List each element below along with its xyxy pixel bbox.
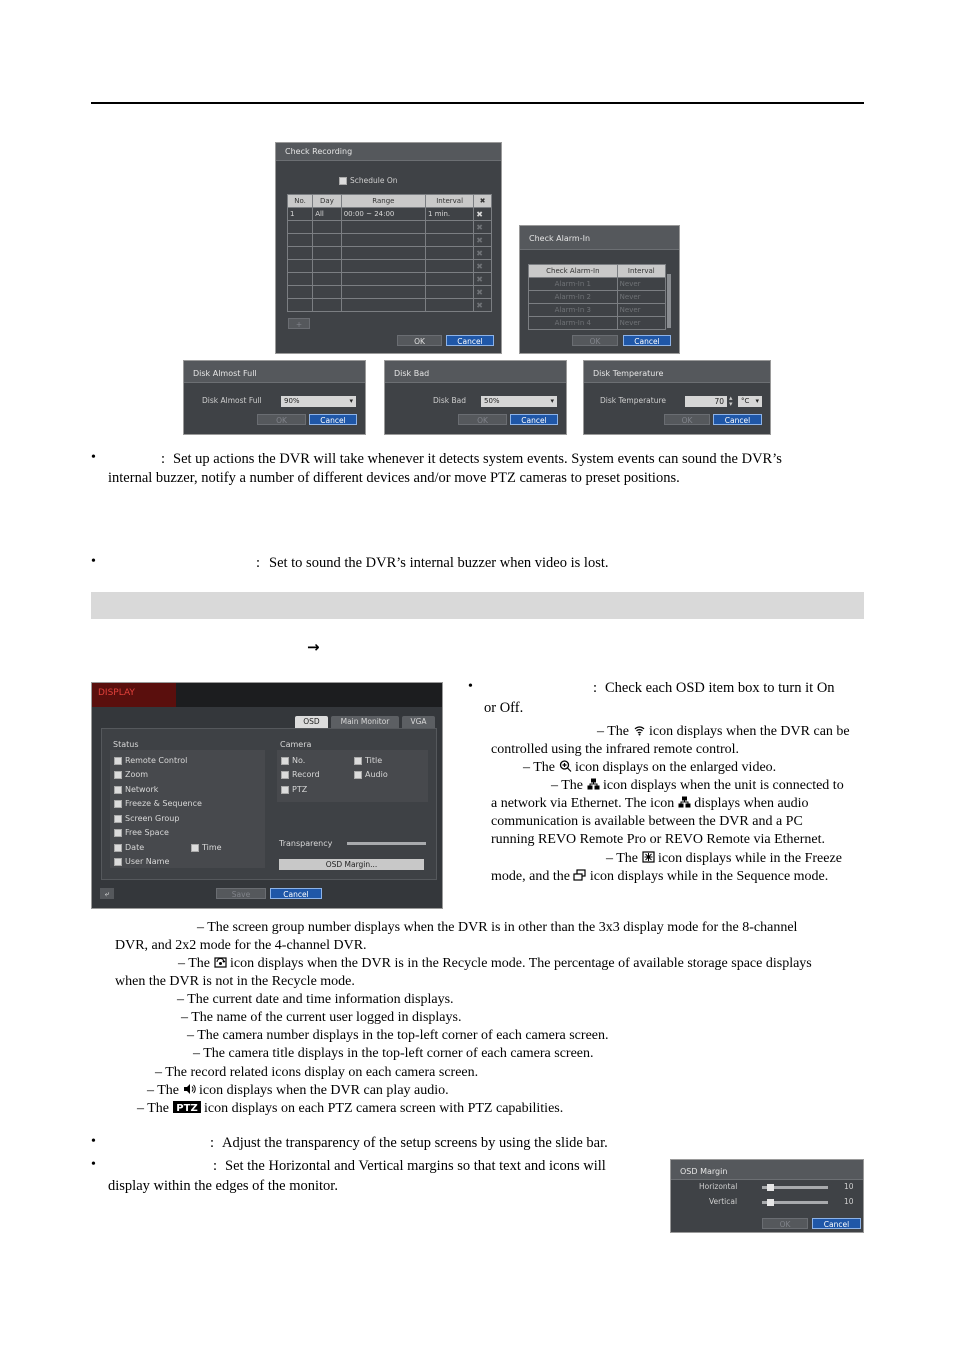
table-header: Check Alarm-In Interval: [529, 265, 666, 278]
check-alarm-in-dialog: [519, 225, 680, 354]
alarm-table: [528, 264, 666, 330]
camera-audio-checkbox[interactable]: Audio: [354, 770, 388, 779]
free-space-desc: – The icon displays when the DVR is in the Recycle mode. The percentage of available storage space displays: [178, 956, 812, 971]
table-row: Alarm-In 1 Never: [529, 278, 666, 291]
network-desc: – The icon displays when the unit is connected to: [551, 778, 844, 793]
network-checkbox[interactable]: Network: [114, 785, 158, 794]
zoom-checkbox[interactable]: Zoom: [114, 770, 148, 779]
table-row: [288, 273, 492, 286]
osd-margin-desc: Set the Horizontal and Vertical margins so that text and icons will: [225, 1158, 606, 1174]
event-actions-text-2: internal buzzer, notify a number of different devices and/or move PTZ cameras to preset positions.: [108, 470, 680, 486]
freeze-desc: – The icon displays while in the Freeze: [606, 851, 842, 866]
dialog-title: Disk Temperature: [584, 361, 770, 383]
table-row: [288, 260, 492, 273]
date-checkbox[interactable]: Date: [114, 843, 144, 852]
status-group-label: Status: [113, 740, 139, 749]
cancel-button[interactable]: Cancel: [510, 414, 558, 425]
col-day: Day: [313, 195, 342, 208]
osd-margin-button[interactable]: OSD Margin...: [279, 859, 424, 870]
ok-button: OK: [458, 414, 507, 425]
screen-group-checkbox[interactable]: Screen Group: [114, 814, 179, 823]
date-desc: – The current date and time information displays.: [177, 992, 454, 1007]
horizontal-label: Horizontal: [699, 1182, 738, 1191]
ptz-icon: [173, 1101, 201, 1113]
col-range: Range: [341, 195, 425, 208]
transparency-slider[interactable]: [347, 842, 426, 845]
dialog-title: OSD Margin: [671, 1160, 863, 1180]
ptz-desc: – The PTZ icon displays on each PTZ camera screen with PTZ capabilities.: [137, 1101, 564, 1116]
percent-select[interactable]: 90% ▾: [281, 396, 356, 407]
dialog-title: Disk Almost Full: [184, 361, 365, 383]
tab-main-monitor[interactable]: Main Monitor: [331, 716, 399, 728]
vertical-thumb[interactable]: [767, 1199, 774, 1206]
ok-button: OK: [257, 414, 306, 425]
osd-desc-2: or Off.: [484, 700, 524, 716]
record-desc: – The record related icons display on each camera screen.: [155, 1065, 479, 1080]
header-rule: [91, 102, 864, 104]
dialog-title: Disk Bad: [385, 361, 566, 383]
audio-desc: – The icon displays when the DVR can play audio.: [147, 1083, 449, 1098]
delete-icon: ✖: [474, 299, 492, 312]
free-space-desc-2: when the DVR is not in the Recycle mode.: [115, 974, 355, 989]
add-button[interactable]: +: [288, 318, 310, 329]
video-loss-text: Set to sound the DVR’s internal buzzer when video is lost.: [269, 555, 609, 571]
cancel-button[interactable]: Cancel: [270, 888, 322, 899]
transparency-label: Transparency: [279, 839, 333, 848]
delete-icon: ✖: [474, 247, 492, 260]
back-icon[interactable]: ⤶: [100, 888, 114, 899]
osd-margin-desc-2: display within the edges of the monitor.: [108, 1178, 338, 1194]
page-title: DISPLAY: [98, 688, 135, 698]
user-name-desc: – The name of the current user logged in displays.: [181, 1010, 462, 1025]
unit-select[interactable]: °C ▾: [738, 396, 762, 407]
network-desc-3: communication is available between the DVR and a PC: [491, 814, 803, 829]
col-interval: Interval: [426, 195, 474, 208]
network-desc-2: a network via Ethernet. The icon displays when audio: [491, 796, 809, 811]
ok-button: OK: [762, 1218, 808, 1229]
zoom-icon: [559, 760, 572, 772]
vertical-value: 10: [844, 1197, 854, 1206]
osd-margin-sep: :: [213, 1158, 218, 1174]
transparency-sep: :: [210, 1135, 215, 1151]
osd-sep: :: [593, 680, 598, 696]
network-desc-4: running REVO Remote Pro or REVO Remote via Ethernet.: [491, 832, 825, 847]
delete-all-icon[interactable]: ✖: [474, 195, 492, 208]
menu-path-arrow: →: [307, 638, 320, 656]
free-space-checkbox[interactable]: Free Space: [114, 828, 169, 837]
freeze-sequence-checkbox[interactable]: Freeze & Sequence: [114, 799, 202, 808]
disk-almost-full-dialog: Disk Almost Full Disk Almost Full 90% ▾ OK Cancel: [183, 360, 366, 435]
table-row: Alarm-In 2 Never: [529, 291, 666, 304]
event-actions-sep: :: [161, 451, 166, 467]
table-row: Alarm-In 4 Never: [529, 317, 666, 330]
tab-vga[interactable]: VGA: [402, 716, 435, 728]
display-dialog: [91, 682, 443, 909]
osd-desc: Check each OSD item box to turn it On: [605, 680, 835, 696]
delete-icon: ✖: [474, 286, 492, 299]
freeze-desc-2: mode, and the icon displays while in the Sequence mode.: [491, 869, 829, 884]
table-row[interactable]: 1 All 00:00 ~ 24:00 1 min. ✖: [288, 208, 492, 221]
camera-no-desc: – The camera number displays in the top-left corner of each camera screen.: [187, 1028, 609, 1043]
check-recording-dialog: [275, 142, 502, 354]
remote-desc-2: controlled using the infrared remote control.: [491, 742, 740, 757]
percent-select[interactable]: 50% ▾: [481, 396, 557, 407]
dialog-title: Check Recording: [276, 143, 501, 161]
camera-title-checkbox[interactable]: Title: [354, 756, 382, 765]
dialog-title: Check Alarm-In: [520, 226, 679, 250]
bullet: •: [91, 450, 96, 465]
camera-group-label: Camera: [280, 740, 312, 749]
event-actions-text: Set up actions the DVR will take whenever it detects system events. System events can sound the DVR’s: [173, 451, 782, 467]
cancel-button[interactable]: Cancel: [623, 335, 671, 346]
delete-icon: ✖: [474, 260, 492, 273]
time-checkbox[interactable]: Time: [191, 843, 222, 852]
audio-icon: [183, 1083, 196, 1095]
ok-button: OK: [572, 335, 618, 346]
osd-margin-dialog: [670, 1159, 864, 1233]
bullet: •: [91, 554, 96, 569]
camera-no-checkbox[interactable]: No.: [281, 756, 305, 765]
remote-control-icon: [633, 724, 646, 736]
video-loss-sep: :: [256, 555, 261, 571]
network-icon: [587, 778, 600, 790]
bullet: •: [468, 679, 473, 694]
delete-icon: ✖: [474, 221, 492, 234]
screen-group-desc: – The screen group number displays when the DVR is in other than the 3x3 display mode for the 8-channel: [197, 920, 798, 935]
camera-title-desc: – The camera title displays in the top-left corner of each camera screen.: [193, 1046, 594, 1061]
table-row: [288, 234, 492, 247]
table-row: [288, 299, 492, 312]
sequence-icon: [573, 869, 586, 881]
svg-text:PTZ: PTZ: [175, 1103, 198, 1113]
scrollbar[interactable]: [667, 274, 671, 328]
camera-ptz-checkbox[interactable]: PTZ: [281, 785, 307, 794]
vertical-label: Vertical: [709, 1197, 738, 1206]
freeze-icon: [642, 851, 655, 863]
user-name-checkbox[interactable]: User Name: [114, 857, 169, 866]
cancel-button[interactable]: Cancel: [713, 414, 762, 425]
transparency-desc: Adjust the transparency of the setup screens by using the slide bar.: [222, 1135, 608, 1151]
delete-icon[interactable]: ✖: [474, 208, 492, 221]
spin-icon[interactable]: ▴ ▾: [729, 394, 733, 408]
horizontal-thumb[interactable]: [767, 1184, 774, 1191]
remote-control-checkbox[interactable]: Remote Control: [114, 756, 187, 765]
recycle-icon: [214, 956, 227, 968]
ok-button[interactable]: OK: [397, 335, 442, 346]
cancel-button[interactable]: Cancel: [446, 335, 494, 346]
checkbox-icon: [339, 177, 347, 185]
bullet: •: [91, 1134, 96, 1149]
disk-bad-dialog: Disk Bad Disk Bad 50% ▾ OK Cancel: [384, 360, 567, 435]
screen-group-desc-2: DVR, and 2x2 mode for the 4-channel DVR.: [115, 938, 367, 953]
disk-temperature-dialog: Disk Temperature Disk Temperature 70 ▴ ▾ °C ▾ OK Cancel: [583, 360, 771, 435]
schedule-table: [287, 194, 492, 312]
remote-desc: – The icon displays when the DVR can be: [597, 724, 850, 739]
col-no: No.: [288, 195, 313, 208]
schedule-on-checkbox[interactable]: Schedule On: [339, 176, 398, 185]
cancel-button[interactable]: Cancel: [812, 1218, 861, 1229]
section-heading-band: [91, 592, 864, 619]
cancel-button[interactable]: Cancel: [309, 414, 357, 425]
camera-record-checkbox[interactable]: Record: [281, 770, 320, 779]
delete-icon: ✖: [474, 273, 492, 286]
zoom-desc: – The icon displays on the enlarged video.: [523, 760, 777, 775]
table-header: [288, 195, 492, 208]
table-row: Alarm-In 3 Never: [529, 304, 666, 317]
tab-osd[interactable]: OSD: [295, 716, 328, 728]
table-row: [288, 221, 492, 234]
horizontal-value: 10: [844, 1182, 854, 1191]
delete-icon: ✖: [474, 234, 492, 247]
bullet: •: [91, 1157, 96, 1172]
table-row: [288, 286, 492, 299]
network-audio-icon: [678, 796, 691, 808]
temperature-input[interactable]: 70: [685, 396, 727, 407]
table-row: [288, 247, 492, 260]
save-button: Save: [216, 888, 266, 899]
ok-button: OK: [664, 414, 710, 425]
